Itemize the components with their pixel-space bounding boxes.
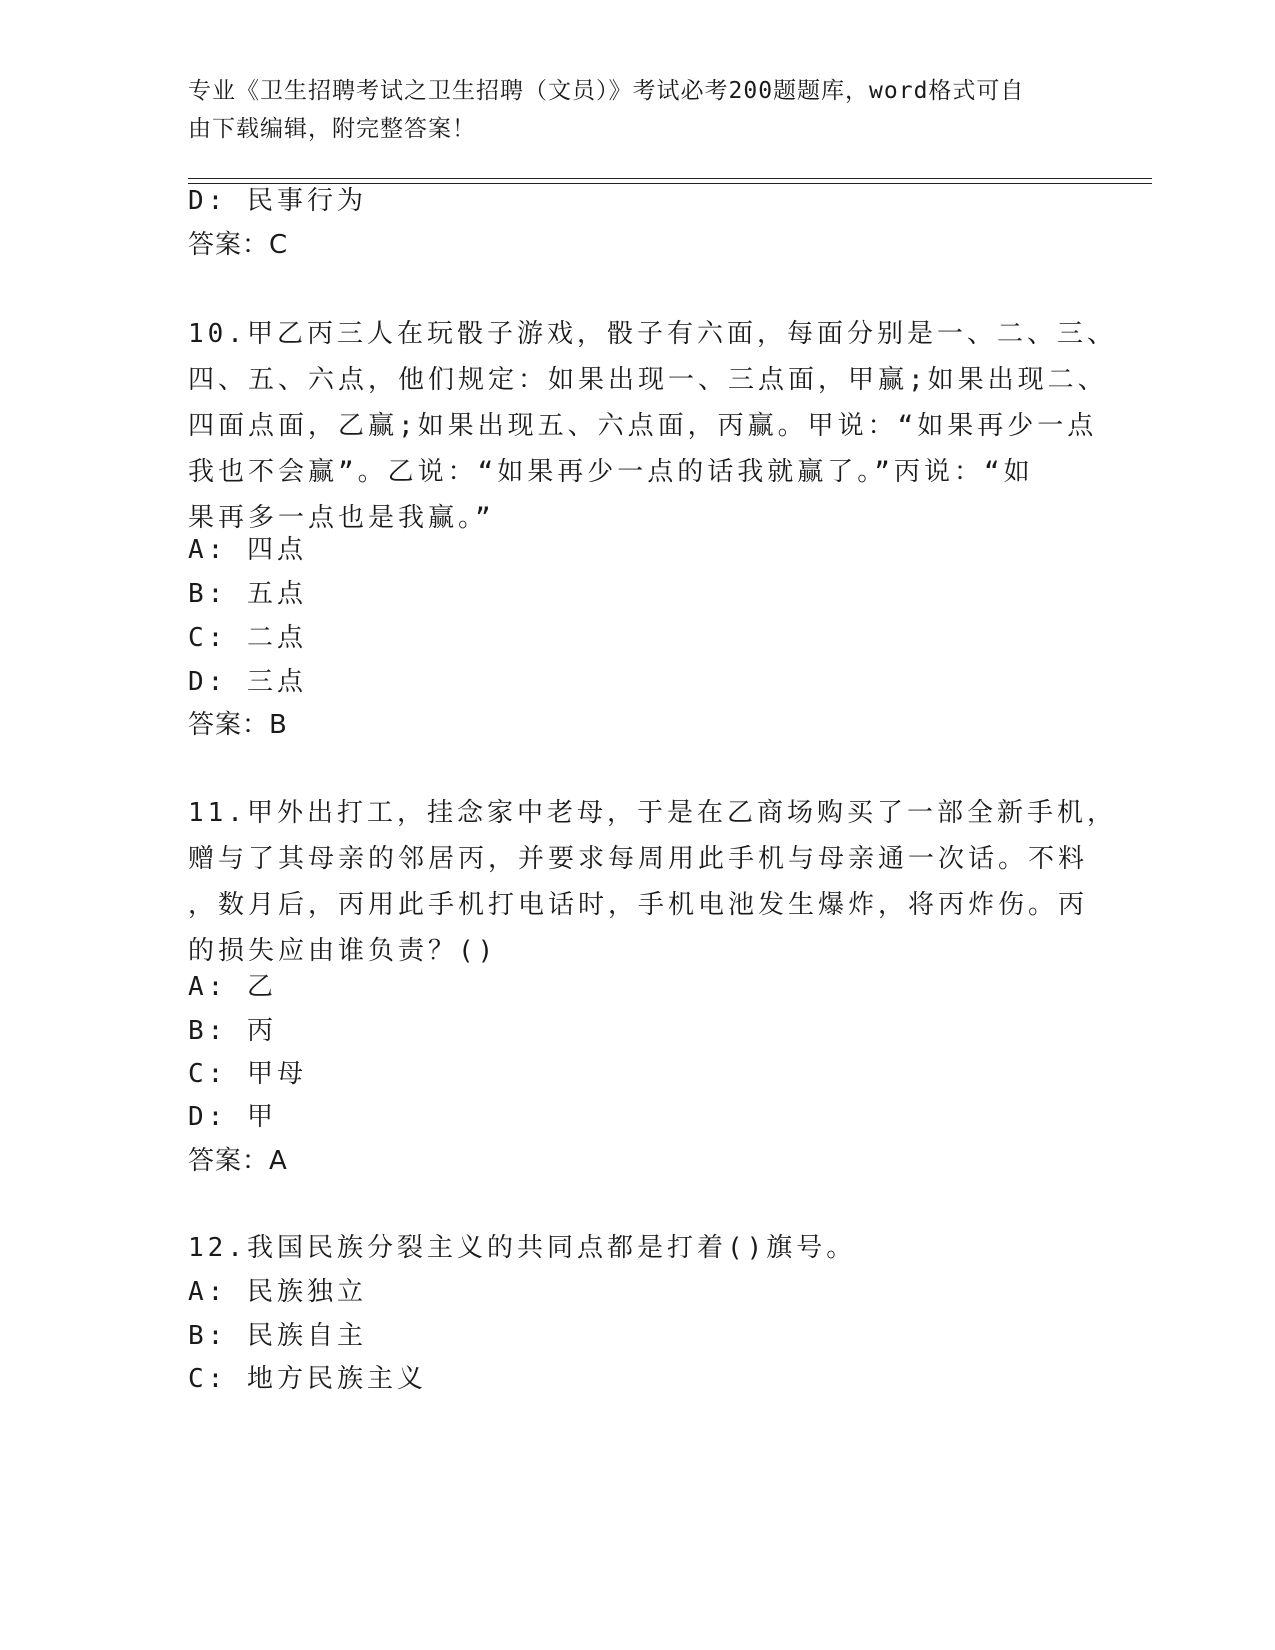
question-10-line: 四面点面，乙赢;如果出现五、六点面，丙赢。甲说：“如果再少一点 [188,411,1098,441]
question-11-option-d: D: 甲 [188,1102,277,1132]
question-10-answer: 答案：B [188,710,288,740]
question-10-line: 四、五、六点，他们规定：如果出现一、三点面，甲赢;如果出现二、 [188,365,1108,395]
question-12-line: 12.我国民族分裂主义的共同点都是打着()旗号。 [188,1233,857,1263]
question-10-option-a: A: 四点 [188,535,307,565]
document-header [188,72,1088,148]
question-10-text [188,311,1117,541]
question-10-option-c: C: 二点 [188,623,307,653]
question-12-text [188,1225,1088,1271]
question-10-option-b: B: 五点 [188,579,307,609]
question-11-option-c: C: 甲母 [188,1059,307,1089]
question-10-line: 我也不会赢”。乙说：“如果再少一点的话我就赢了。”丙说：“如 [188,457,1034,487]
question-10-line: 10.甲乙丙三人在玩骰子游戏，骰子有六面，每面分别是一、二、三、 [188,319,1117,349]
question-11-line: 赠与了其母亲的邻居丙，并要求每周用此手机与母亲通一次话。不料 [188,844,1089,874]
question-11-answer: 答案：A [188,1146,288,1176]
question-11-line: 11.甲外出打工，挂念家中老母，于是在乙商场购买了一部全新手机， [188,798,1117,828]
question-11-option-b: B: 丙 [188,1016,277,1046]
question-12-option-c: C: 地方民族主义 [188,1364,427,1394]
question-12-option-a: A: 民族独立 [188,1277,367,1307]
question-10-line: 果再多一点也是我赢。” [188,503,495,533]
question-11-option-a: A: 乙 [188,972,277,1002]
header-line-1: 专业《卫生招聘考试之卫生招聘（文员）》考试必考200题题库，word格式可自 [188,78,1025,104]
question-11-text [188,790,1117,974]
prev-answer: 答案：C [188,230,289,260]
question-11-line: 的损失应由谁负责？() [188,936,498,966]
prev-option-d: D: 民事行为 [188,186,367,216]
question-12-option-b: B: 民族自主 [188,1321,367,1351]
question-11-line: ，数月后，丙用此手机打电话时，手机电池发生爆炸，将丙炸伤。丙 [188,890,1089,920]
header-line-2: 由下载编辑，附完整答案！ [188,116,476,142]
question-10-option-d: D: 三点 [188,667,307,697]
